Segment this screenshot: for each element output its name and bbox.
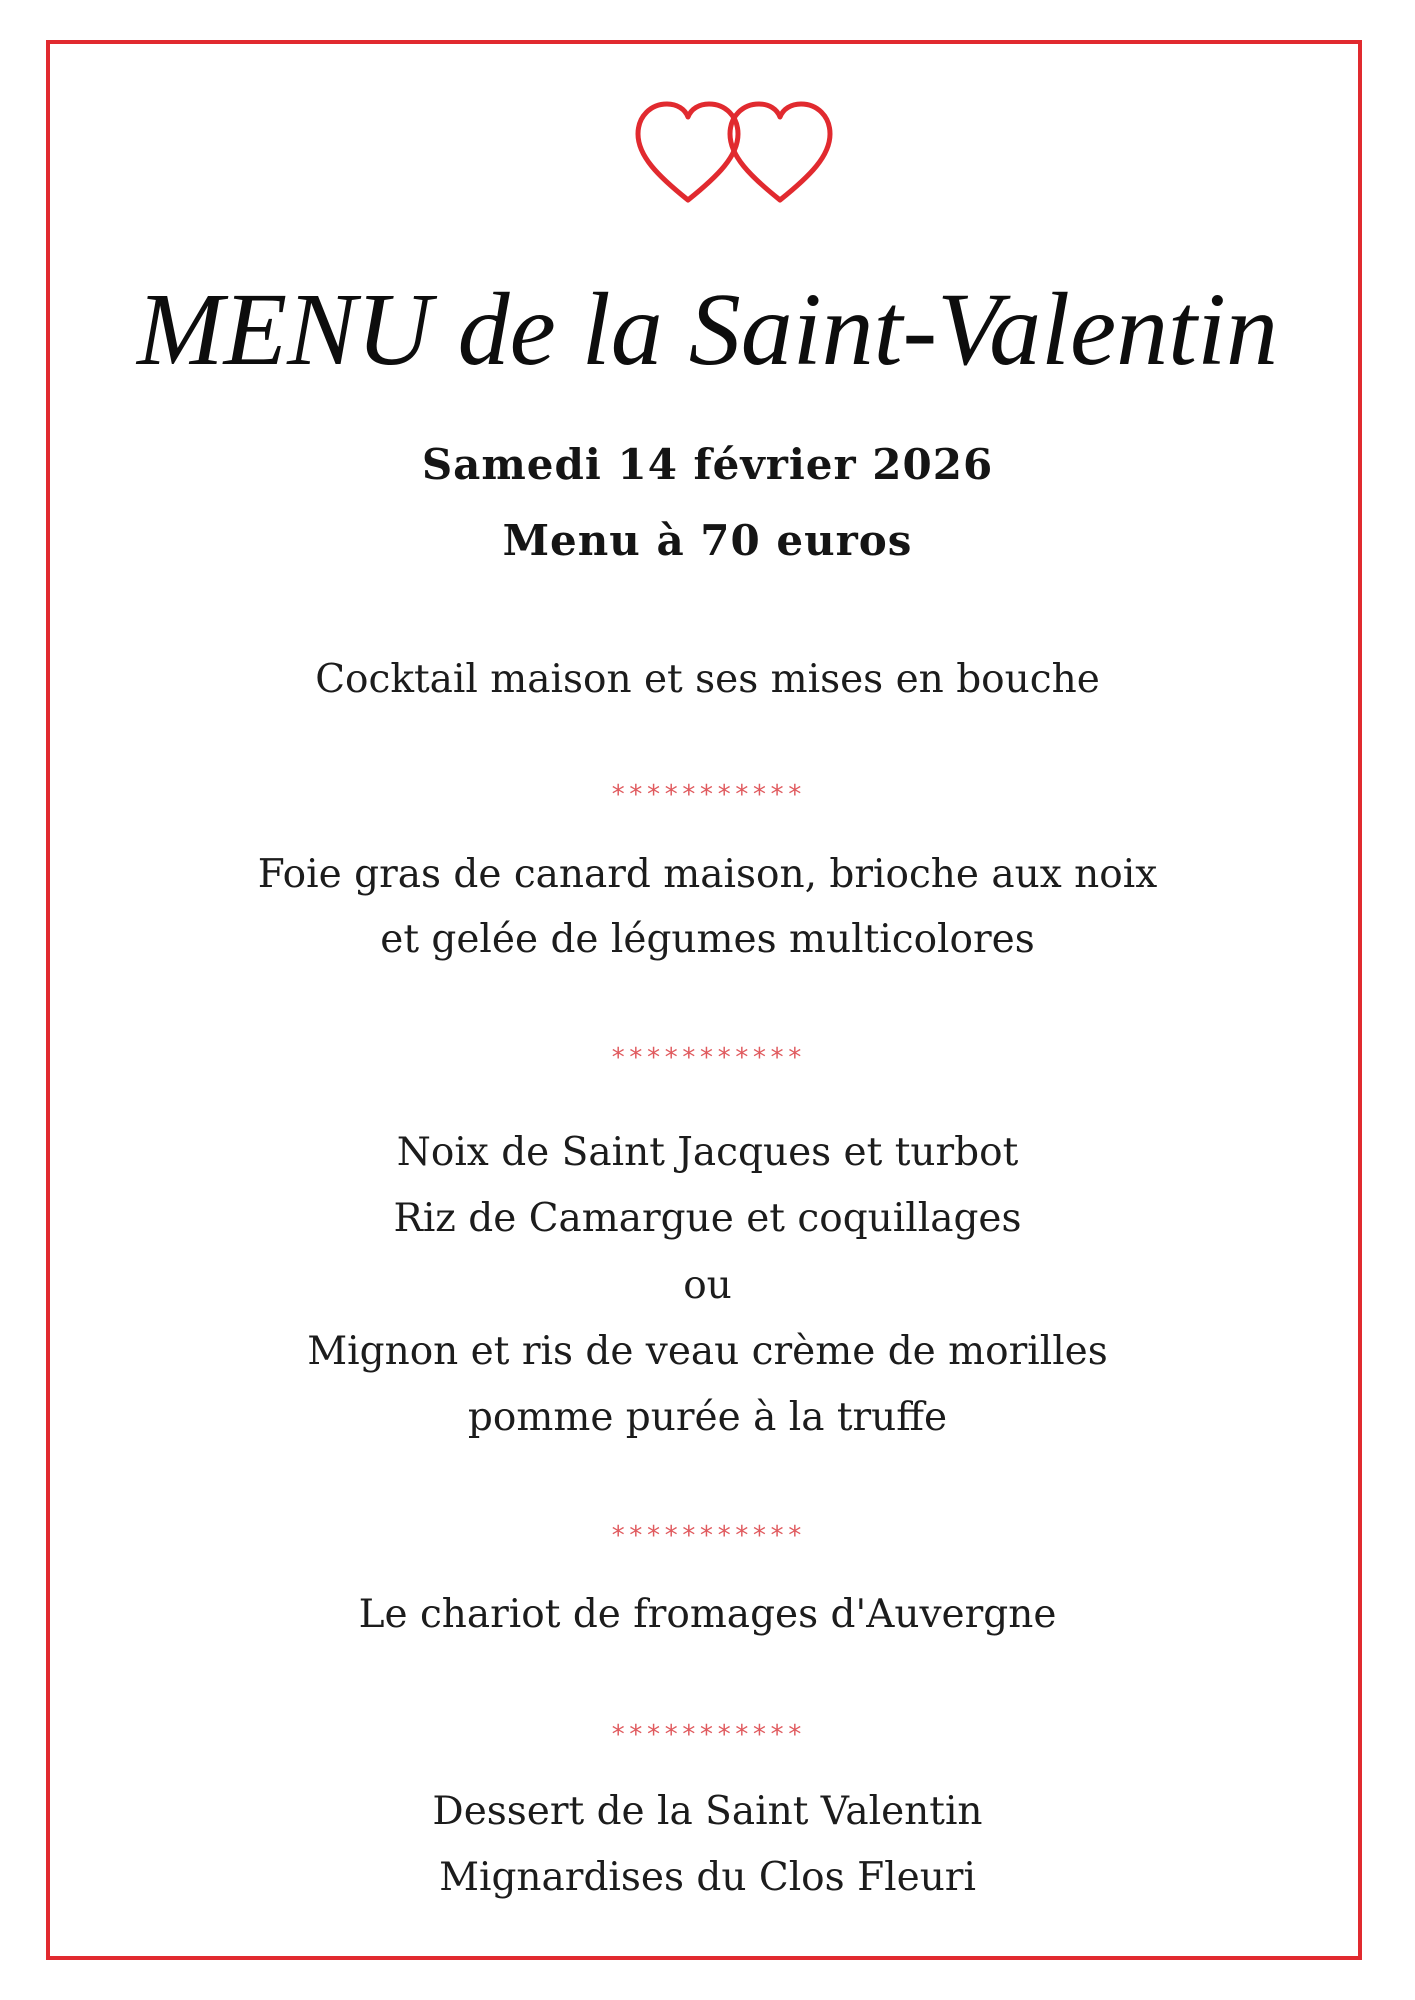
menu-title: MENU de la Saint-Valentin: [137, 272, 1278, 387]
separator-2: ***********: [610, 1043, 805, 1073]
course-aperitif: Cocktail maison et ses mises en bouche: [315, 657, 1100, 702]
separator-4: ***********: [610, 1720, 805, 1750]
course-main-or: ou: [683, 1263, 732, 1308]
course-main-line-1: Noix de Saint Jacques et turbot: [396, 1130, 1019, 1175]
course-main-line-2: Riz de Camargue et coquillages: [393, 1196, 1022, 1241]
separator-1: ***********: [610, 780, 805, 810]
double-heart-icon: [630, 96, 838, 208]
course-cheese: Le chariot de fromages d'Auvergne: [358, 1592, 1057, 1637]
course-main-line-4: pomme purée à la truffe: [467, 1395, 948, 1440]
course-dessert-line-2: Mignardises du Clos Fleuri: [439, 1855, 976, 1900]
separator-3: ***********: [610, 1521, 805, 1551]
event-date: Samedi 14 février 2026: [421, 440, 994, 489]
menu-price: Menu à 70 euros: [502, 516, 913, 565]
course-dessert-line-1: Dessert de la Saint Valentin: [432, 1789, 983, 1834]
course-main-line-3: Mignon et ris de veau crème de morilles: [307, 1329, 1108, 1374]
course-starter-line-2: et gelée de légumes multicolores: [380, 917, 1035, 962]
course-starter-line-1: Foie gras de canard maison, brioche aux noix: [257, 852, 1158, 897]
